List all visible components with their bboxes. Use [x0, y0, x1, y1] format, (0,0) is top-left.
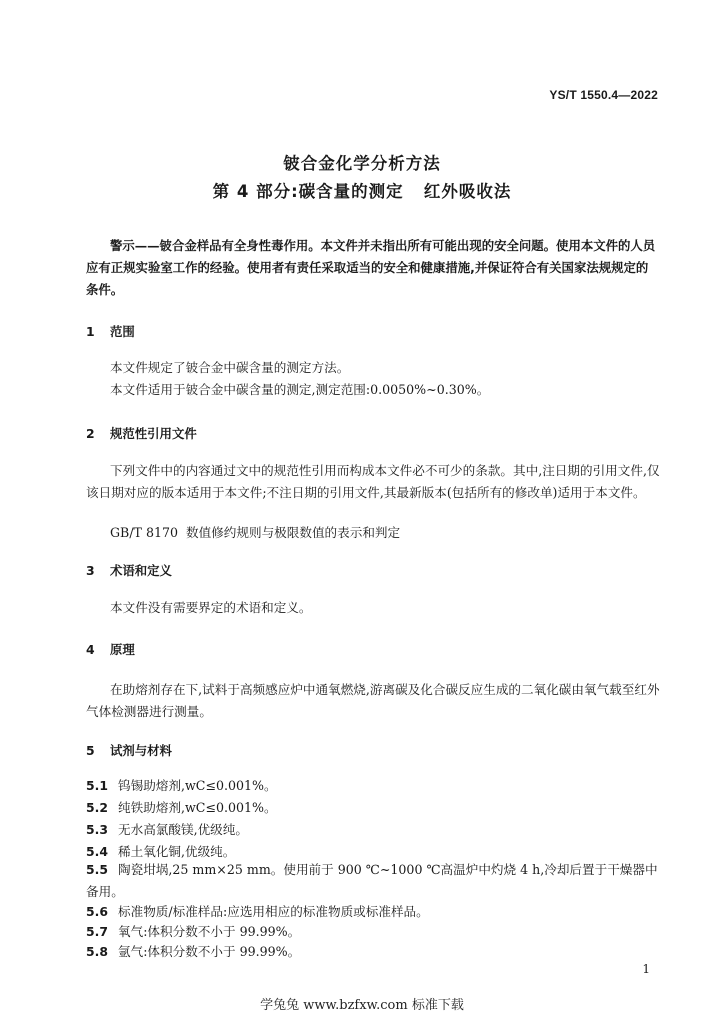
reagent-number: 5.2 — [86, 800, 108, 815]
section-title: 原理 — [110, 642, 135, 657]
terms-paragraph: 本文件没有需要界定的术语和定义。 — [110, 600, 312, 615]
normative-reference — [110, 522, 400, 541]
section-heading-normative-references — [86, 424, 197, 442]
section-title: 规范性引用文件 — [110, 426, 197, 441]
reagent-item — [86, 921, 662, 943]
reagent-item — [86, 859, 662, 903]
section-number: 1 — [86, 324, 95, 339]
footer-watermark-text: 学兔兔 www.bzfxw.com 标准下载 — [260, 998, 464, 1013]
section-title: 术语和定义 — [110, 563, 172, 578]
reagent-text: 无水高氯酸镁,优级纯。 — [118, 822, 248, 837]
reagent-number: 5.3 — [86, 822, 108, 837]
scope-paragraph-1: 本文件规定了铍合金中碳含量的测定方法。 — [110, 360, 350, 375]
section-number: 2 — [86, 426, 95, 441]
reagent-number: 5.8 — [86, 944, 108, 959]
reagent-text: 氩气:体积分数不小于 99.99%。 — [118, 944, 301, 959]
reagent-item — [86, 819, 662, 841]
reagent-text: 标准物质/标准样品:应选用相应的标准物质或标准样品。 — [118, 904, 429, 919]
section-number: 5 — [86, 743, 95, 758]
reagent-text: 钨锡助熔剂,wC≤0.001%。 — [118, 778, 277, 793]
scope-paragraph-2: 本文件适用于铍合金中碳含量的测定,测定范围:0.0050%~0.30%。 — [110, 382, 490, 397]
section-heading-reagents — [86, 741, 172, 759]
reagent-text: 陶瓷坩埚,25 mm×25 mm。使用前于 900 ℃~1000 ℃高温炉中灼烧 4 h,冷却后置于干燥器中备用。 — [86, 862, 658, 899]
reagent-text: 氧气:体积分数不小于 99.99%。 — [118, 924, 301, 939]
section-heading-scope — [86, 322, 135, 340]
section-title: 试剂与材料 — [110, 743, 172, 758]
document-code: YS/T 1550.4—2022 — [549, 88, 658, 102]
reagent-text: 纯铁助熔剂,wC≤0.001%。 — [118, 800, 277, 815]
reagent-number: 5.4 — [86, 844, 108, 859]
document-title: 铍合金化学分析方法 — [283, 154, 441, 173]
section-heading-principle — [86, 640, 135, 658]
section-heading-terms — [86, 561, 172, 579]
reagent-number: 5.1 — [86, 778, 108, 793]
reference-code: GB/T 8170 — [110, 525, 179, 540]
principle-paragraph: 在助熔剂存在下,试料于高频感应炉中通氧燃烧,游离碳及化合碳反应生成的二氧化碳由氧气载至红外气体检测器进行测量。 — [86, 682, 660, 719]
reagent-item — [86, 901, 662, 923]
reagent-text: 稀土氧化铜,优级纯。 — [118, 844, 236, 859]
reagent-number: 5.5 — [86, 862, 108, 877]
reagent-item — [86, 941, 662, 963]
page-number: 1 — [642, 962, 650, 976]
reagent-item — [86, 775, 662, 797]
reference-title: 数值修约规则与极限数值的表示和判定 — [186, 525, 401, 540]
reagent-item — [86, 797, 662, 819]
section-number: 4 — [86, 642, 95, 657]
section-number: 3 — [86, 563, 95, 578]
reagent-number: 5.7 — [86, 924, 108, 939]
normative-paragraph: 下列文件中的内容通过文中的规范性引用而构成本文件必不可少的条款。其中,注日期的引用文件,仅该日期对应的版本适用于本文件;不注日期的引用文件,其最新版本(包括所有的修改单)适用于本文件。 — [86, 463, 660, 500]
warning-paragraph: 警示——铍合金样品有全身性毒作用。本文件并未指出所有可能出现的安全问题。使用本文件的人员应有正规实验室工作的经验。使用者有责任采取适当的安全和健康措施,并保证符合有关国家法规规定的条件。 — [86, 238, 656, 297]
reagent-number: 5.6 — [86, 904, 108, 919]
document-subtitle: 第 4 部分:碳含量的测定 红外吸收法 — [212, 182, 512, 201]
section-title: 范围 — [110, 324, 135, 339]
